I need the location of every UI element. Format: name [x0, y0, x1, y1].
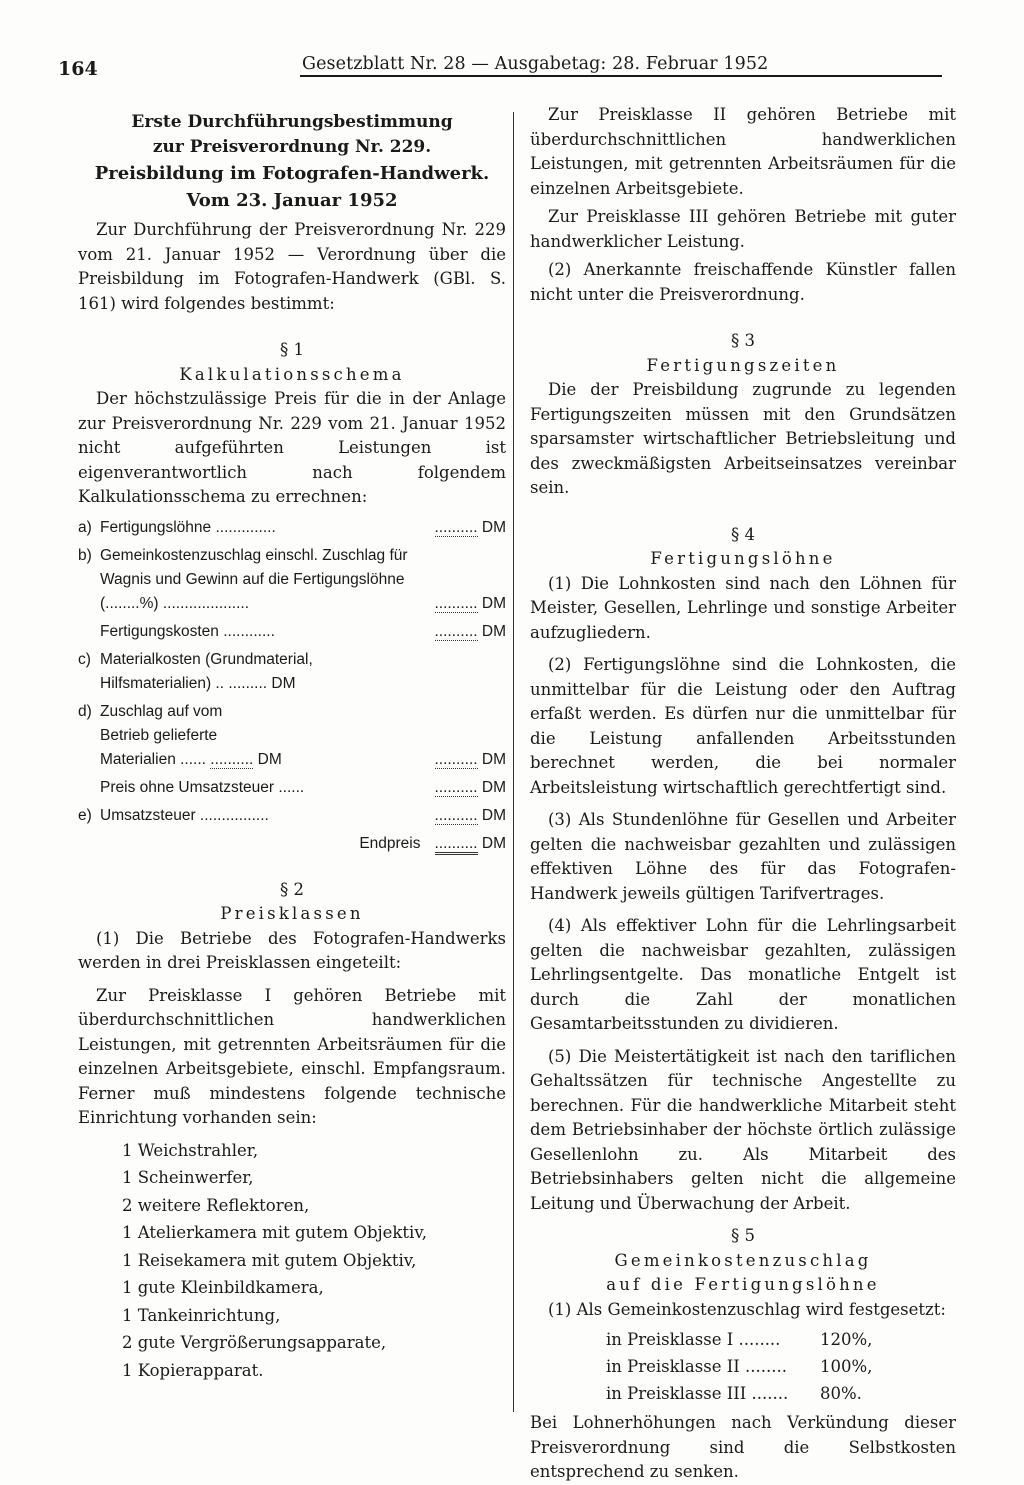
rate-row — [606, 1380, 956, 1407]
section-5-heading-2: auf die Fertigungslöhne — [606, 1275, 880, 1294]
scheme-currency: DM — [271, 674, 296, 692]
rate-row — [606, 1326, 956, 1353]
list-item: 1 Scheinwerfer, — [122, 1168, 254, 1187]
rate-value: 80%. — [820, 1384, 862, 1403]
section-2-para-2: Zur Preisklasse I gehören Betriebe mit überdurchschnittlichen handwerklichen Leistungen, mit getrennten Arbeitsräumen für die einzelnen Arbeitsgebiete, einschl. Empfangsraum. Ferner muß mindestens folgende technische Einrichtung vorhanden sein: — [78, 985, 506, 1127]
scheme-row-sub1: Fertigungskosten ............ .......... DM — [100, 622, 506, 640]
scheme-text-d2: Betrieb gelieferte — [100, 726, 218, 744]
rate-row — [606, 1353, 956, 1380]
section-2-para-4: Zur Preisklasse III gehören Betriebe mit guter handwerklicher Leistung. — [530, 207, 956, 251]
scheme-text-b: Gemeinkostenzuschlag einschl. Zuschlag für Wagnis und Gewinn auf die Fertigungslöhne — [100, 546, 408, 588]
rate-label: in Preisklasse II ........ — [606, 1357, 787, 1376]
section-4-number: § 4 — [731, 524, 755, 544]
section-2-para-3: Zur Preisklasse II gehören Betriebe mit überdurchschnittlichen handwerklichen Leistungen, mit getrennten Arbeitsräumen für die einzelnen Arbeitsgebiete. — [530, 105, 956, 198]
section-1-heading: Kalkulationsschema — [179, 364, 405, 384]
scheme-text-c: Materialkosten (Grundmaterial, Hilfsmaterialien) .. — [100, 650, 313, 692]
scheme-row-b: b) Gemeinkostenzuschlag einschl. Zuschlag für Wagnis und Gewinn auf die Fertigungslöhne (........%) .................... .......... DM — [78, 544, 506, 616]
scheme-currency: DM — [481, 518, 506, 536]
scheme-subtotal-2: Preis ohne Umsatzsteuer — [100, 778, 275, 796]
scheme-row-a: a) Fertigungslöhne .............. .......... DM — [78, 516, 506, 540]
section-4-para-1: (1) Die Lohnkosten sind nach den Löhnen für Meister, Gesellen, Lehrlinge und sonstige Arbeiter aufzugliedern. — [530, 573, 956, 642]
list-item: 2 weitere Reflektoren, — [122, 1195, 310, 1215]
scheme-currency: DM — [481, 778, 506, 796]
column-divider — [513, 112, 514, 1412]
list-item: 1 Atelierkamera mit gutem Objektiv, — [122, 1223, 427, 1242]
scheme-row-e: e) Umsatzsteuer ................ .......... DM — [78, 804, 506, 828]
list-item: 1 gute Kleinbildkamera, — [122, 1278, 324, 1297]
section-1-text: Der höchstzulässige Preis für die in der Anlage zur Preisverordnung Nr. 229 vom 21. Januar 1952 nicht aufgeführten Leistungen ist eigenverantwortlich nach folgendem Kalkulationsschema zu errechnen: — [78, 389, 506, 506]
list-item: 1 Weichstrahler, — [122, 1140, 259, 1160]
section-1-number: § 1 — [280, 340, 304, 359]
section-5-heading-1: Gemeinkostenzuschlag — [614, 1250, 872, 1270]
section-5-number: § 5 — [731, 1226, 755, 1245]
scheme-currency: DM — [481, 622, 506, 640]
scheme-percent: (........%) — [100, 594, 159, 612]
scheme-currency: DM — [481, 594, 506, 612]
rate-value: 120%, — [820, 1330, 873, 1349]
section-2-heading: Preisklassen — [220, 904, 364, 923]
scheme-text-a: Fertigungslöhne — [100, 518, 212, 536]
scheme-subtotal-1: Fertigungskosten — [100, 622, 219, 640]
scheme-row-sub2: Preis ohne Umsatzsteuer ...... .......... DM — [100, 778, 506, 796]
list-item: 1 Kopierapparat. — [122, 1360, 264, 1380]
section-3-number: § 3 — [731, 331, 755, 350]
scheme-currency: DM — [257, 750, 282, 768]
section-5-para-1: (1) Als Gemeinkostenzuschlag wird festgesetzt: — [548, 1299, 946, 1319]
section-2-para-5: (2) Anerkannte freischaffende Künstler fallen nicht unter die Preisverordnung. — [530, 260, 956, 304]
section-4-para-2: (2) Fertigungslöhne sind die Lohnkosten, die unmittelbar für die Leistung oder den Auftrag erfaßt werden. Es dürfen nur die unmittelbar für die Leistung anfallenden Arbeitsstunden berechnet werden, die bei normaler Arbeitsleistung wirtschaftlich gerechtfertigt sind. — [530, 655, 956, 797]
list-item: 1 Tankeinrichtung, — [122, 1305, 281, 1325]
scheme-text-d3: Materialien — [100, 750, 176, 768]
scheme-currency: DM — [481, 806, 506, 824]
equipment-list — [122, 1137, 506, 1385]
left-column — [78, 110, 506, 1384]
title-date: Vom 23. Januar 1952 — [186, 190, 398, 211]
rate-label: in Preisklasse I ........ — [606, 1330, 781, 1349]
scheme-row-c: c) Materialkosten (Grundmaterial, Hilfsmaterialien) .. ......... DM — [78, 648, 506, 696]
scheme-label-e: e) — [78, 806, 92, 824]
title-line-3: Preisbildung im Fotografen-Handwerk. — [94, 163, 490, 184]
surcharge-rates — [606, 1326, 956, 1407]
calculation-scheme — [78, 516, 506, 856]
section-3-text: Die der Preisbildung zugrunde zu legenden Fertigungszeiten müssen mit den Grundsätzen sparsamster wirtschaftlicher Betriebsleitung und des zweckmäßigsten Arbeitseinsatzes vereinbar sein. — [530, 380, 956, 497]
scheme-text-e: Umsatzsteuer — [100, 806, 196, 824]
scheme-text-d1: Zuschlag auf vom — [100, 702, 223, 720]
scheme-label-b: b) — [78, 546, 92, 564]
header-rule — [300, 75, 942, 77]
right-column — [530, 103, 956, 1485]
section-3-heading: Fertigungszeiten — [646, 355, 840, 375]
list-item: 1 Reisekamera mit gutem Objektiv, — [122, 1250, 417, 1270]
scheme-label-d: d) — [78, 702, 92, 720]
scheme-currency: DM — [481, 750, 506, 768]
section-2-number: § 2 — [280, 879, 304, 899]
list-item: 2 gute Vergrößerungsapparate, — [122, 1333, 387, 1352]
page-number: 164 — [58, 58, 98, 80]
scheme-row-d: d) Zuschlag auf vom Betrieb gelieferte Materialien ...... .......... DM .......... DM — [78, 700, 506, 772]
intro-paragraph: Zur Durchführung der Preisverordnung Nr. 229 vom 21. Januar 1952 — Verordnung über die Preisbildung im Fotografen-Handwerk (GBl. S. 161) wird folgendes bestimmt: — [78, 220, 506, 313]
section-2-para-1: (1) Die Betriebe des Fotografen-Handwerks werden in drei Preisklassen eingeteilt: — [78, 928, 506, 972]
scheme-label-c: c) — [78, 650, 91, 668]
scheme-currency: DM — [481, 834, 506, 852]
scheme-total: Endpreis — [359, 834, 421, 852]
rate-value: 100%, — [820, 1357, 873, 1376]
section-5-para-2: Bei Lohnerhöhungen nach Verkündung dieser Preisverordnung sind die Selbstkosten entsprechend zu senken. — [530, 1413, 956, 1481]
scheme-row-total: Endpreis .......... DM — [78, 832, 506, 856]
section-4-para-3: (3) Als Stundenlöhne für Gesellen und Arbeiter gelten die nachweisbar gezahlten und zulässigen effektiven Löhne des für das Fotografen-Handwerk jeweils gültigen Tarifvertrages. — [530, 810, 956, 903]
section-4-para-4: (4) Als effektiver Lohn für die Lehrlingsarbeit gelten die nachweisbar gezahlten, zulässigen Lehrlingsentgelte. Das monatliche Entgelt ist durch die Zahl der monatlichen Gesamtarbeitsstunden zu dividieren. — [530, 916, 956, 1033]
title-line-1: Erste Durchführungsbestimmung — [131, 112, 453, 132]
running-head: Gesetzblatt Nr. 28 — Ausgabetag: 28. Februar 1952 — [302, 54, 769, 74]
title-line-2: zur Preisverordnung Nr. 229. — [152, 137, 432, 157]
section-4-heading: Fertigungslöhne — [650, 549, 836, 568]
scheme-label-a: a) — [78, 518, 92, 536]
rate-label: in Preisklasse III ....... — [606, 1384, 789, 1403]
section-4-para-5: (5) Die Meistertätigkeit ist nach den tariflichen Gehaltssätzen für technische Angestellte zu berechnen. Für die handwerkliche Mitarbeit steht dem Betriebsinhaber der höchste örtlich zulässige Gesellenlohn zu. Als Mitarbeit des Betriebsinhabers gelten nicht die allgemeine Leitung und Überwachung der Arbeit. — [530, 1046, 956, 1213]
